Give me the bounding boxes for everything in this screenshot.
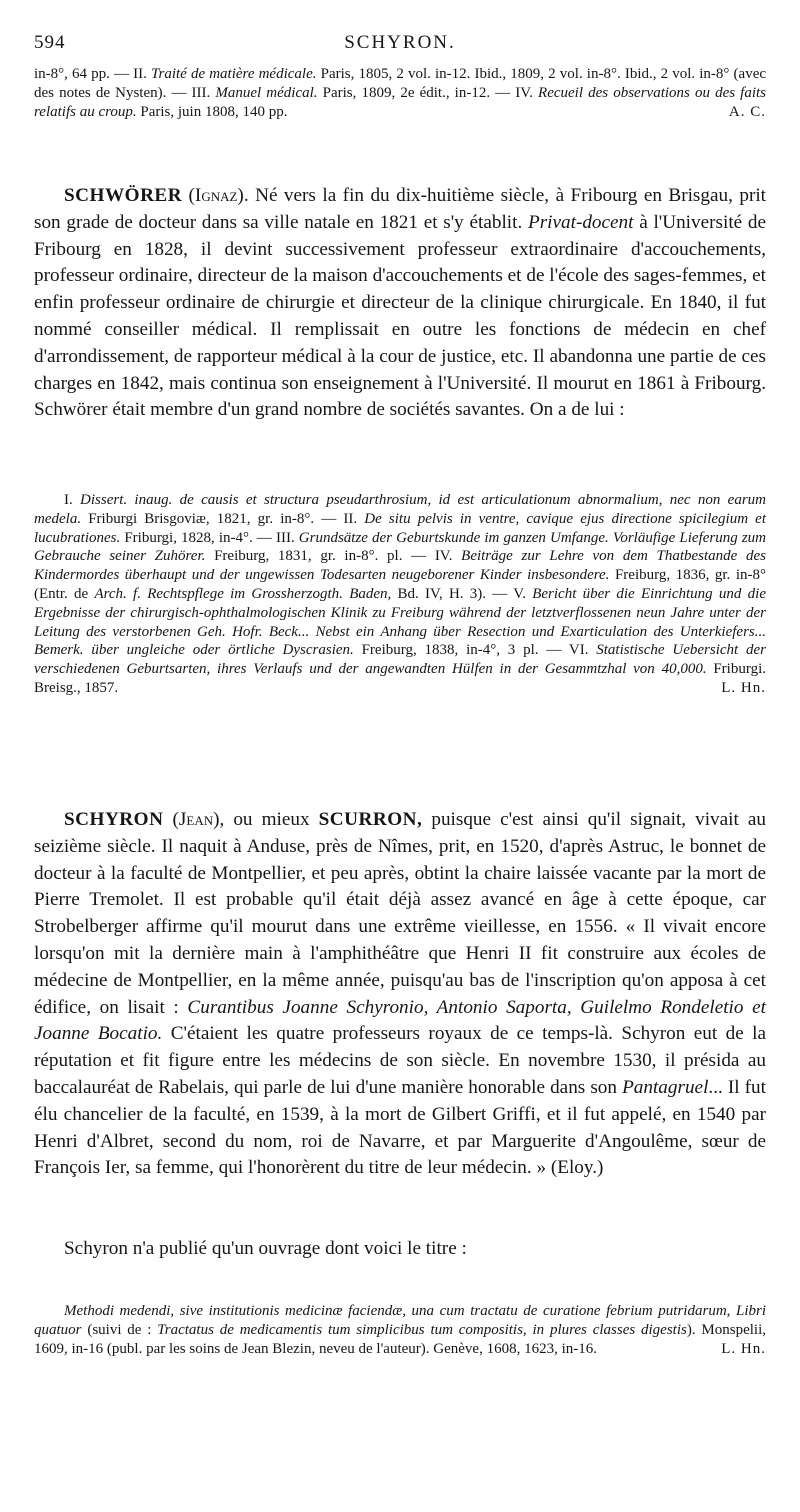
running-title: SCHYRON. bbox=[344, 32, 456, 53]
signature: L. Hn. bbox=[721, 679, 766, 696]
schyron-intro: Schyron n'a publié qu'un ouvrage dont voici le titre : bbox=[64, 1238, 467, 1259]
schworer-bibliography: I. Dissert. inaug. de causis et structura pseudarthrosium, id est articulationum abnormalium, nec non earum medela. Friburgi Brisgoviæ, 1821, gr. in-8°. — II. De situ pelvis in ventre, cavique ejus directione spicilegium et lucubrationes. Friburgi, 1828, in-4°. — III. Grundsätze der Geburtskunde im ganzen Umfange. Vorläufige Lieferung zum Gebrauche seiner Zuhörer. Freiburg, 1831, gr. in-8°. pl. — IV. Beiträge zur Lehre von dem Thatbestande des Kindermordes überhaupt und der ungewissen Todesarten neugeborener Kinder insbesondere. Freiburg, 1836, gr. in-8° (Entr. de Arch. f. Rechtspflege im Grossherzogth. Baden, Bd. IV, H. 3). — V. Bericht über die Einrichtung und die Ergebnisse der chirurgisch-ophthalmologischen Klinik zu Freiburg während der letztverflossenen neun Jahre unter der Leitung des verstorbenen Geh. Hofr. Beck... Nebst ein Anhang über Resection und Exarticulation des Unterkiefers... Bemerk. über ungleiche oder örtliche Dyscrasien. Freiburg, 1838, in-4°, 3 pl. — VI. Statistische Uebersicht der verschiedenen Geburtsarten, ihres Verlaufs und der angewandten Hülfen in der Gesammtzhal von 40,000. Friburgi. Breisg., 1857. L. Hn. bbox=[34, 492, 767, 696]
alt-headword: SCURRON, bbox=[318, 809, 423, 830]
headword: SCHYRON bbox=[64, 809, 164, 830]
page-number: 594 bbox=[34, 32, 66, 53]
headword: SCHWÖRER bbox=[64, 185, 183, 206]
schyron-bibliography: Methodi medendi, sive institutionis medicinæ faciendæ, una cum tractatu de curatione febrium putridarum, Libri quatuor (suivi de : Tractatus de medicamentis tum simplicibus tum compositis, in plures classes digestis). Monspelii, 1609, in-16 (publ. par les soins de Jean Blezin, neveu de l'auteur). Genève, 1608, 1623, in-16. L. Hn. bbox=[34, 1303, 766, 1357]
page-header bbox=[34, 32, 766, 58]
signature: A. C. bbox=[728, 103, 766, 120]
entry-schworer: SCHWÖRER (Ignaz). Né vers la fin du dix-huitième siècle, à Fribourg en Brisgau, prit son grade de docteur dans sa ville natale en 1821 et s'y établit. Privat-docent à l'Université de Fribourg en 1828, il devint successivement professeur extraordinaire d'accouchements, professeur ordinaire, directeur de la maison d'accouchements et de l'école des sages-femmes, et enfin professeur ordinaire de chirurgie et directeur de la clinique chirurgicale. En 1840, il fut nommé conseiller médical. Il remplissait en outre les fonctions de médecin en chef d'arrondissement, de rapporteur médical à la cour de justice, etc. Il abandonna une partie de ces charges en 1842, mais continua son enseignement à l'Université. Il mourut en 1861 à Fribourg. Schwörer était membre d'un grand nombre de sociétés savantes. On a de lui : bbox=[34, 185, 766, 421]
signature: L. Hn. bbox=[721, 1340, 766, 1357]
given-name: (Jean), bbox=[172, 809, 225, 830]
entry-schyron: SCHYRON (Jean), ou mieux SCURRON, puisque c'est ainsi qu'il signait, vivait au seizième siècle. Il naquit à Anduse, près de Nîmes, prit, en 1520, d'après Astruc, le bonnet de docteur à la faculté de Montpellier, et peu après, obtint la chaire laissée vacante par la mort de Pierre Tremolet. Il est probable qu'il était déjà assez avancé en âge à cette époque, car Strobelberger affirme qu'il mourut dans une extrême vieillesse, en 1556. « Il vivait encore lorsqu'on mit la dernière main à l'amphithéâtre que Henri II fit construire aux écoles de médecine de Montpellier, en la même année, puisqu'au bas de l'inscription qu'on apposa à cet édifice, on lisait : Curantibus Joanne Schyronio, Antonio Saporta, Guilelmo Rondeletio et Joanne Bocatio. C'étaient les quatre professeurs royaux de ce temps-là. Schyron eut de la réputation et fit figure entre les médecins de son siècle. En novembre 1530, il présida au baccalauréat de Rabelais, qui parle de lui d'une manière honorable dans son Pantagruel... Il fut élu chancelier de la faculté, en 1539, à la mort de Gilbert Griffi, et il fut appelé, en 1540 par Henri d'Albret, second du nom, roi de Navarre, et par Marguerite d'Angoulême, sœur de François Ier, sa femme, qui l'honorèrent du titre de leur médecin. » (Eloy.) bbox=[34, 809, 767, 1179]
schyron-refs-continued: in-8°, 64 pp. — II. Traité de matière médicale. Paris, 1805, 2 vol. in-12. Ibid., 1809, 2 vol. in-8°. Ibid., 2 vol. in-8° (avec des notes de Nysten). — III. Manuel médical. Paris, 1809, 2e édit., in-12. — IV. Recueil des observations ou des faits relatifs au croup. Paris, juin 1808, 140 pp. A. C. bbox=[34, 66, 767, 120]
given-name: (Ignaz). bbox=[188, 185, 249, 206]
